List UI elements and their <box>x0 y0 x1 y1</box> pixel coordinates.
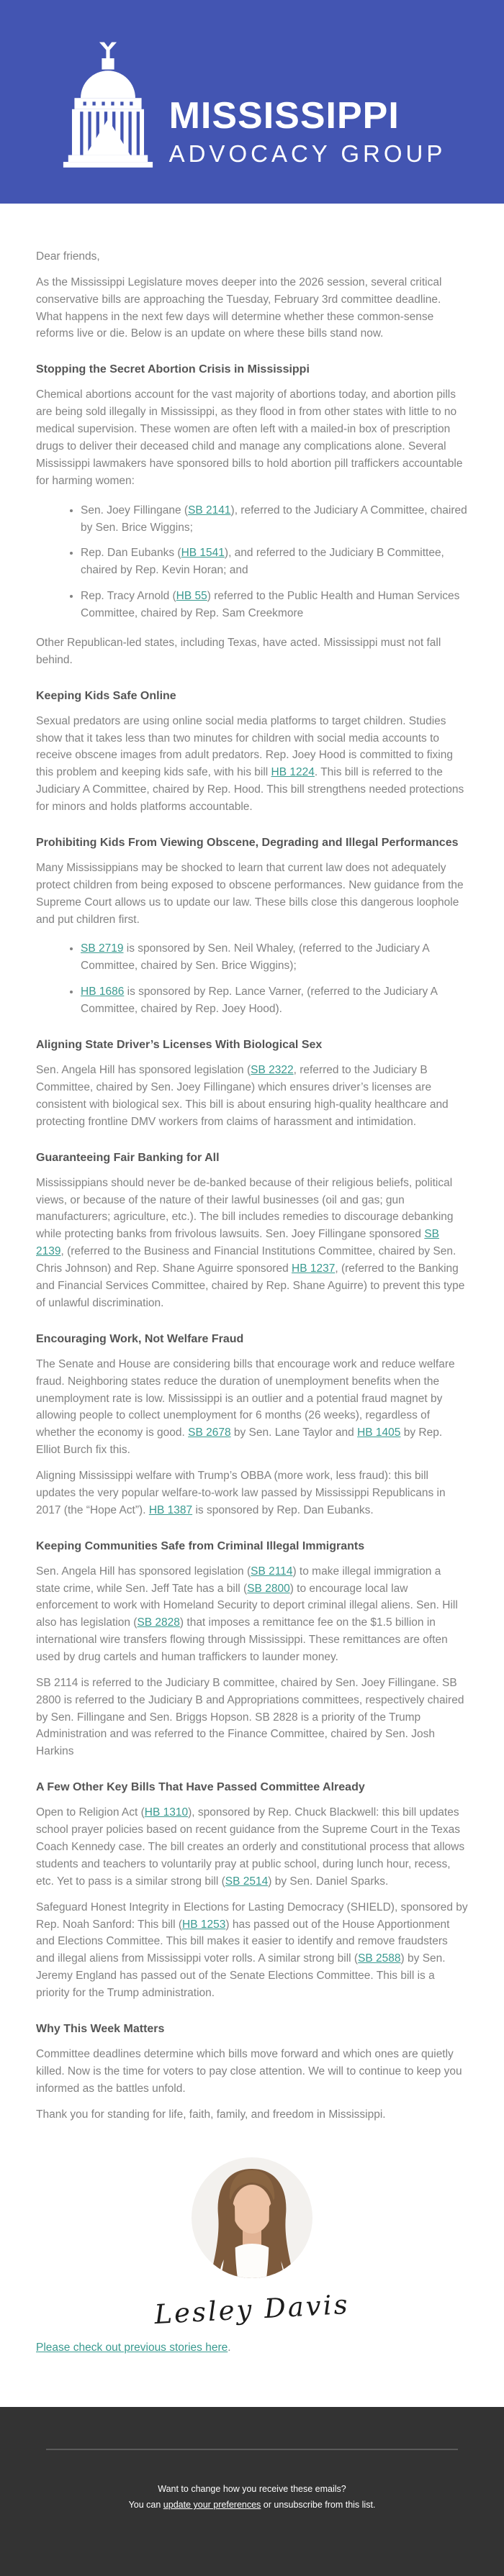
link-hb-1237[interactable]: HB 1237 <box>292 1262 336 1275</box>
paragraph: Dear friends, <box>36 250 100 263</box>
paragraph: Sen. Angela Hill has sponsored legislation (SB 2114) to make illegal immigration a state crime, while Sen. Jeff Tate has a bill (SB 2800) to encourage local law enforcement to work with Homeland Security to deport criminal illegal aliens. Sen. Hill also has legislation (SB 2828) that imposes a remittance fee on the $1.5 billion in international wire transfers flowing through Mississippi. These remittances are often used by drug cartels and human traffickers to launder money. <box>36 1565 458 1664</box>
author-photo <box>36 2157 468 2284</box>
section-heading: Aligning State Driver’s Licenses With Biological Sex <box>36 1038 323 1051</box>
section-heading: Guaranteeing Fair Banking for All <box>36 1151 220 1164</box>
bill-list <box>36 502 468 622</box>
bill-item: • SB 2719 is sponsored by Sen. Neil Whaley, (referred to the Judiciary A Committee, chaired by Sen. Brice Wiggins); <box>81 940 468 975</box>
link-sb-2719[interactable]: SB 2719 <box>81 942 124 955</box>
previous-stories-link[interactable]: Please check out previous stories here <box>36 2341 228 2354</box>
link-hb-1541[interactable]: HB 1541 <box>181 547 225 560</box>
link-hb-55[interactable]: HB 55 <box>176 590 207 603</box>
link-sb-2139[interactable]: SB 2139 <box>36 1228 440 1258</box>
paragraph: Committee deadlines determine which bills move forward and which ones are quietly killed. Now is the time for voters to pay close attention. We will to continue to keep you informed as the battles unfold. <box>36 2048 462 2095</box>
link-sb-2114[interactable]: SB 2114 <box>251 1565 293 1578</box>
link-hb-1405[interactable]: HB 1405 <box>357 1426 401 1439</box>
paragraph: Aligning Mississippi welfare with Trump’s OBBA (more work, less fraud): this bill updates the very popular welfare-to-work law passed by Mississippi Republicans in 2017 (the “Hope Act”). HB 1387 is sponsored by Rep. Dan Eubanks. <box>36 1469 446 1516</box>
logo-subtitle: ADVOCACY GROUP <box>168 140 446 167</box>
link-sb-2141[interactable]: SB 2141 <box>188 504 231 516</box>
link-sb-2322[interactable]: SB 2322 <box>251 1064 294 1077</box>
paragraph: SB 2114 is referred to the Judiciary B committee, chaired by Sen. Joey Fillingane. SB 2800 is referred to the Judiciary B and Appropriations committees, respectively chaired by Sen. Fillingane and Sen. Briggs Hopson. SB 2828 is a priority of the Trump Administration and was referred to the Finance Committee, chaired by Sen. Josh Harkins <box>36 1676 464 1758</box>
section-heading: Keeping Kids Safe Online <box>36 689 176 702</box>
footer-question: Want to change how you receive these emails? <box>158 2484 346 2495</box>
bill-item: • Rep. Tracy Arnold (HB 55) referred to the Public Health and Human Services Committee, chaired by Rep. Sam Creekmore <box>81 588 468 622</box>
paragraph: Many Mississippians may be shocked to learn that current law does not adequately protect children from being exposed to obscene performances. New guidance from the Supreme Court allows us to update our law. These bills close this dangerous loophole and put children first. <box>36 862 464 926</box>
link-hb-1224[interactable]: HB 1224 <box>271 766 315 779</box>
paragraph: Safeguard Honest Integrity in Elections for Lasting Democracy (SHIELD), sponsored by Rep. Noah Sanford: This bill (HB 1253) has passed out of the House Apportionment and Elections Committee. This bill makes it easier to identify and remove fraudsters and illegal aliens from Mississippi voter rolls. A similar strong bill (SB 2588) by Sen. Jeremy England has passed out of the Senate Elections Committee. This bill is a priority for the Trump administration. <box>36 1901 468 1999</box>
footer-text-suffix: or unsubscribe from this list. <box>261 2500 376 2510</box>
section-heading: Keeping Communities Safe from Criminal Illegal Immigrants <box>36 1539 365 1552</box>
footer-manage <box>46 2498 458 2513</box>
section-heading: Encouraging Work, Not Welfare Fraud <box>36 1332 244 1345</box>
section-heading: Prohibiting Kids From Viewing Obscene, Degrading and Illegal Performances <box>36 836 459 849</box>
paragraph: Thank you for standing for life, faith, family, and freedom in Mississippi. <box>36 2108 386 2121</box>
email-footer <box>0 2407 504 2576</box>
signature-name: Lesley Davis <box>153 2289 351 2331</box>
bill-item: • Sen. Joey Fillingane (SB 2141), referred to the Judiciary A Committee, chaired by Sen. Brice Wiggins; <box>81 502 468 537</box>
previous-stories <box>36 2339 468 2357</box>
bill-list <box>36 940 468 1017</box>
link-sb-2514[interactable]: SB 2514 <box>225 1875 269 1888</box>
link-sb-2588[interactable]: SB 2588 <box>358 1952 401 1965</box>
bill-item: • HB 1686 is sponsored by Rep. Lance Varner, (referred to the Judiciary A Committee, chaired by Rep. Joey Hood). <box>81 983 468 1018</box>
paragraph: The Senate and House are considering bills that encourage work and reduce welfare fraud. Neighboring states reduce the duration of unemployment benefits when the unemployment rate is low. Mississippi is an outlier and a potential fraud magnet by allowing people to collect unemployment for 6 months (26 weeks), regardless of whether the economy is good. SB 2678 by Sen. Lane Taylor and HB 1405 by Rep. Elliot Burch fix this. <box>36 1357 455 1457</box>
paragraph: As the Mississippi Legislature moves deeper into the 2026 session, several critical conservative bills are approaching the Tuesday, February 3rd committee deadline. What happens in the next few days will determine whether these common-sense reforms live or die. Below is an update on where these bills stand now. <box>36 276 442 340</box>
section-heading: Why This Week Matters <box>36 2022 165 2035</box>
update-preferences-link[interactable]: update your preferences <box>163 2500 261 2510</box>
paragraph: Mississippians should never be de-banked because of their religious beliefs, political views, or because of the nature of their lawful businesses (oil and gas; gun manufacturers; agriculture, etc.). The bill includes remedies to discourage debanking while protecting banks from frivolous lawsuits. Sen. Joey Fillingane sponsored SB 2139, (referred to the Business and Financial Institutions Committee, chaired by Sen. Chris Johnson) and Rep. Shane Aguirre sponsored HB 1237, (referred to the Banking and Financial Services Committee, chaired by Rep. Shane Aguirre) to prevent this type of unlawful discrimination. <box>36 1176 465 1309</box>
email-header <box>0 0 504 204</box>
section-heading: A Few Other Key Bills That Have Passed Committee Already <box>36 1781 365 1794</box>
link-hb-1310[interactable]: HB 1310 <box>144 1806 189 1819</box>
paragraph: Open to Religion Act (HB 1310), sponsored by Rep. Chuck Blackwell: this bill updates school prayer policies based on recent guidance from the Supreme Court in the Texas Coach Kennedy case. The bill creates an orderly and constitutional process that allows students and teachers to voluntarily pray at public school, during lunch hour, recess, etc. Yet to pass is a similar strong bill (SB 2514) by Sen. Daniel Sparks. <box>36 1806 465 1888</box>
link-sb-2800[interactable]: SB 2800 <box>247 1582 290 1595</box>
email-body <box>0 204 504 2407</box>
paragraph: Sexual predators are using online social media platforms to target children. Studies show that it takes less than two minutes for children with social media accounts to receive obscene images from adult predators. Rep. Joey Hood is committed to fixing this problem and keeping kids safe, with his bill HB 1224. This bill is referred to the Judiciary A Committee, chaired by Rep. Hood. This bill strengthens needed protections for minors and holds platforms accountable. <box>36 714 464 813</box>
section-heading: Stopping the Secret Abortion Crisis in Mississippi <box>36 363 310 376</box>
footer-text-prefix: You can <box>128 2500 163 2510</box>
logo-title: MISSISSIPPI <box>168 95 400 137</box>
body-blocks <box>36 248 468 2123</box>
closing-period: . <box>228 2341 231 2354</box>
logo-text <box>169 96 446 172</box>
paragraph: Chemical abortions account for the vast majority of abortions today, and abortion pills are being sold illegally in Mississippi, as they flood in from other states with little to no medical supervision. These women are often left with a mailed-in box of prescription drugs to deliver their deceased child and manage any complications alone. Several Mississippi lawmakers have sponsored bills to hold abortion pill traffickers accountable for harming women: <box>36 388 463 487</box>
link-hb-1253[interactable]: HB 1253 <box>182 1918 226 1931</box>
bill-item: • Rep. Dan Eubanks (HB 1541), and referred to the Judiciary B Committee, chaired by Rep. Kevin Horan; and <box>81 545 468 579</box>
logo <box>58 35 446 173</box>
paragraph: Other Republican-led states, including Texas, have acted. Mississippi must not fall behind. <box>36 636 441 666</box>
link-sb-2828[interactable]: SB 2828 <box>137 1616 180 1629</box>
capitol-icon <box>58 35 158 173</box>
paragraph: Sen. Angela Hill has sponsored legislation (SB 2322, referred to the Judiciary B Committee, chaired by Sen. Joey Fillingane) which ensures driver’s licenses are consistent with biological sex. This bill is about ensuring high-quality healthcare and protecting frontline DMV workers from claims of harassment and intimidation. <box>36 1064 449 1128</box>
footer-divider <box>46 2449 458 2450</box>
link-hb-1686[interactable]: HB 1686 <box>81 986 125 998</box>
link-sb-2678[interactable]: SB 2678 <box>188 1426 231 1439</box>
link-hb-1387[interactable]: HB 1387 <box>148 1503 193 1516</box>
